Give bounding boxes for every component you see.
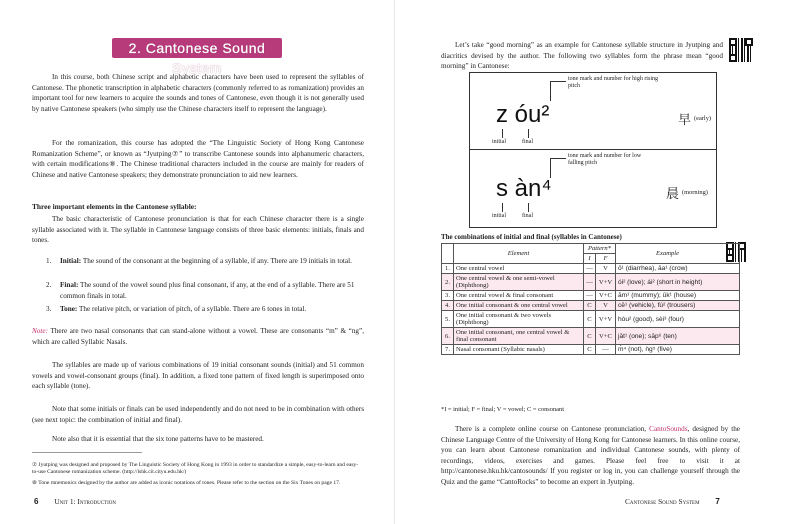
syllable2-initial-label: initial — [492, 213, 506, 219]
syllable2-romanization — [496, 177, 552, 201]
syllable1-initial: z — [496, 101, 508, 128]
syllable1-gloss: (early) — [694, 115, 712, 122]
table-row: 1. One central vowel — V ō¹ (diarrhea), āa¹ (crow) — [442, 264, 740, 274]
page-number-right: 7 — [715, 497, 720, 506]
header-pattern: Pattern* — [584, 244, 616, 254]
footnote-jyutping: ⑦ Jyutping was designed and proposed by The Linguistic Society of Hong Kong in 1993 in order to standardize a simple, easy-to-learn and easy-to-use Cantonese romanization scheme. (http://lshk.cit.cityu.edu.hk/) — [32, 461, 359, 476]
table-title: The combinations of initial and final (syllables in Cantonese) — [441, 233, 622, 241]
running-head-right: Cantonese Sound System — [625, 497, 700, 506]
table-row: 2. One central vowel & one semi-vowel (Diphthong) — V+V ói² (love); ái² (short in height) — [442, 274, 740, 291]
syllable2-initial: s — [496, 175, 508, 202]
syllable-paragraph: The basic characteristic of Cantonese pronunciation is that for each Chinese character there is a single syllable associated with it. The syllable in Cantonese language consists of three basic elements: initials, finals and tones. — [32, 215, 364, 245]
syllable1-final: óu — [514, 101, 542, 128]
running-head-left: Unit 1: Introduction — [54, 497, 116, 506]
header-element: Element — [454, 244, 584, 264]
page-number-left: 6 — [34, 497, 39, 506]
table-row: 3. One central vowel & final consonant — V+C ām¹ (mummy); ūk¹ (house) — [442, 291, 740, 301]
table-header-row — [442, 244, 740, 254]
syllable1-tone: ² — [541, 101, 550, 128]
right-footer — [625, 497, 720, 506]
combination-paragraph: The syllables are made up of various combinations of 19 initial consonant sounds (initial) and 51 common vowels and vowel-consonant groups (final). In addition, a fixed tone pattern of fixed length is superimposed onto each syllable (tone). — [32, 361, 364, 391]
footnote-divider — [32, 452, 142, 453]
cantosounds-link[interactable]: CantoSounds — [649, 425, 688, 433]
syllable2-character: 晨 — [666, 187, 680, 202]
tone-paragraph: Note also that it is essential that the six tone patterns have to be mastered. — [52, 435, 264, 443]
header-final: F — [596, 254, 616, 264]
intro-paragraph: In this course, both Chinese script and alphabetic characters have been used to represent the syllables of Cantonese. The phonetic transcription in alphabetic characters (commonly referred to as romanization) provides an important tool for new learners to acquire the sounds and tones of Cantonese, even though it is not generally used by native Cantonese speakers (who simply use the Chinese characters itself to represent the language). — [32, 73, 364, 113]
syllable2-final-label: final — [522, 213, 533, 219]
right-intro-paragraph: Let’s take “good morning” as an example for Cantonese syllable structure in Jyutping and diacritics devised by the author. The following two syllables form the phrase mean “good morning” in Cantonese: — [441, 41, 723, 71]
syllable2-gloss: (morning) — [682, 189, 708, 196]
list-item-tone: 3. Tone: The relative pitch, or variation of pitch, of a syllable. There are 6 tones in total. — [46, 305, 307, 313]
syllable1-final-label: final — [522, 139, 533, 145]
note-label: Note: — [32, 327, 48, 335]
syllable1-character: 早 — [678, 113, 692, 128]
section-title-banner — [112, 38, 282, 76]
cantosounds-paragraph: There is a complete online course on Cantonese pronunciation, CantoSounds, designed by the Chinese Language Centre of the University of Hong Kong for Cantonese learners. In this online course, you can learn about Cantonese romanization and individual Cantonese sounds, with plenty of recordings, videos, exercises and games. Please feel free to visit it at http://cantonese.hku.hk/cantosounds/ If you register or log in, you can challenge yourself through the Quiz and the game “CantoRocks” to become an expert in Jyutping. — [441, 425, 740, 486]
syllable-diagram — [469, 72, 717, 228]
footnote-tone-mnemonics: ⑧ Tone mnemonics designed by the author are added as iconic notations of tones. Please refer to the section on the Six Tones on page 17. — [32, 479, 341, 486]
tone-label-high-rising: tone mark and number for high rising pitch — [568, 76, 658, 90]
qr-code-icon[interactable] — [729, 38, 753, 62]
list-item-final: 2. Final: The sound of the vowel sound plus final consonant, if any, at the end of a syllable. There are 51 common finals in total. — [46, 281, 355, 300]
independent-paragraph: Note that some initials or finals can be used independently and do not need to be in combination with others (see next topic: the combination of initial and final). — [32, 405, 364, 424]
left-footer — [34, 497, 116, 506]
table-row: 6. One initial consonant, one central vowel & final consonant C V+C jāt¹ (one); sāp⁶ (ten) — [442, 328, 740, 345]
list-item-initial: 1. Initial: The sound of the consonant at the beginning of a syllable, if any. There are 19 initials in total. — [46, 257, 352, 265]
section-title: 2. Cantonese Sound System — [128, 40, 266, 76]
table-row: 4. One initial consonant & one central vowel C V cē¹ (vehicle), fú² (trousers) — [442, 301, 740, 311]
header-initial: I — [584, 254, 596, 264]
romanization-paragraph: For the romanization, this course has adopted the “The Linguistic Society of Hong Kong Cantonese Romanization Scheme”, or known as “Jyutping⑦” to transcribe Cantonese sounds into alphanumeric characters, with certain modifications⑧. The Chinese traditional characters included in the course are mainly for readers of Chinese and native Cantonese speakers; they demonstrate pronunciation to aid new learners. — [32, 139, 364, 179]
tone-label-low-falling: tone mark and number for low falling pitch — [568, 153, 642, 167]
subheading-elements: Three important elements in the Cantonese syllable: — [32, 202, 197, 211]
right-page — [395, 0, 790, 524]
syllable1-initial-label: initial — [492, 139, 506, 145]
syllable1-romanization — [496, 103, 549, 127]
syllable2-final: àn — [514, 175, 542, 202]
table-note: *I = initial; F = final; V = vowel; C = consonant — [441, 406, 564, 413]
table-row: 5. One initial consonant & two vowels (Diphthong) C V+V hóu² (good), sèi³ (four) — [442, 311, 740, 328]
header-example: Example — [616, 244, 740, 264]
table-row: 7. Nasal consonant (Syllabic nasals) C — m̀⁴ (not), ǹg⁵ (five) — [442, 345, 740, 355]
syllable2-tone: ⁴ — [541, 175, 552, 202]
note-paragraph — [32, 326, 364, 347]
combinations-table — [441, 243, 740, 355]
note-text: There are two nasal consonants that can stand-alone without a vowel. These are consonants “m” & “ng”, which are called Syllabic Nasals. — [32, 327, 364, 346]
